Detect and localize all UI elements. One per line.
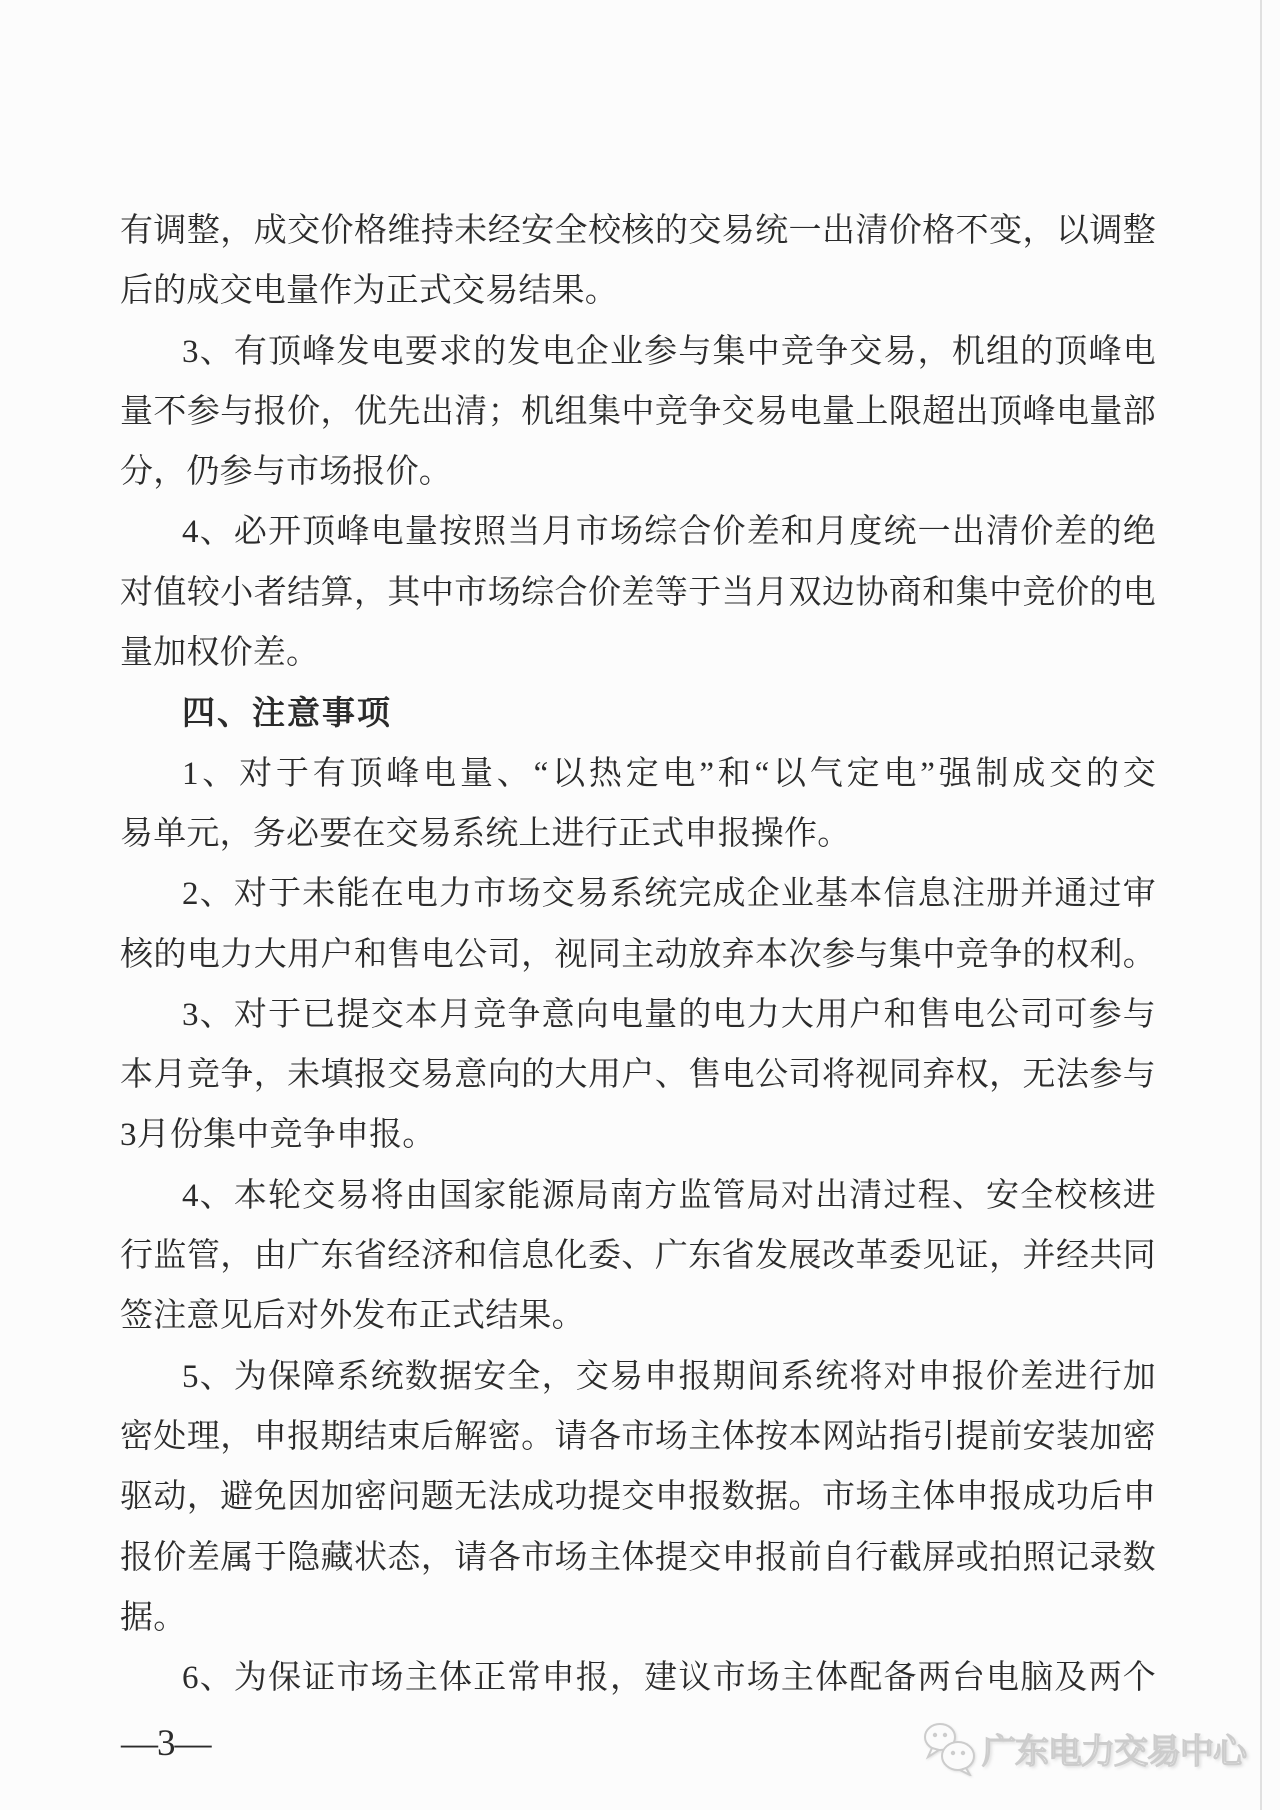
- text-line: 量加权价差。: [120, 635, 320, 672]
- text-line: 有调整，成交价格维持未经安全校核的交易统一出清价格不变，以调整: [120, 213, 1156, 249]
- text-line: 签注意见后对外发布正式结果。: [120, 1298, 585, 1335]
- text-line: 量不参与报价，优先出清；机组集中竞争交易电量上限超出顶峰电量部: [120, 393, 1156, 430]
- text-line: 4、必开顶峰电量按照当月市场综合价差和月度统一出清价差的绝: [182, 514, 1156, 551]
- text-line: 3月份集中竞争申报。: [120, 1117, 436, 1154]
- watermark: [920, 1720, 1246, 1776]
- text-line: 3、对于已提交本月竞争意向电量的电力大用户和售电公司可参与: [182, 996, 1156, 1033]
- text-line: 易单元，务必要在交易系统上进行正式申报操作。: [120, 815, 851, 852]
- text-line: 2、对于未能在电力市场交易系统完成企业基本信息注册并通过审: [182, 876, 1156, 913]
- text-line: 本月竞争，未填报交易意向的大用户、售电公司将视同弃权，无法参与: [120, 1057, 1156, 1094]
- text-line: 报价差属于隐藏状态，请各市场主体提交申报前自行截屏或拍照记录数: [120, 1539, 1156, 1576]
- text-line: 核的电力大用户和售电公司，视同主动放弃本次参与集中竞争的权利。: [120, 936, 1156, 973]
- text-line: 密处理，申报期结束后解密。请各市场主体按本网站指引提前安装加密: [120, 1418, 1156, 1455]
- text-line: 3、有顶峰发电要求的发电企业参与集中竞争交易，机组的顶峰电: [182, 333, 1156, 370]
- text-line: 据。: [120, 1599, 187, 1636]
- text-line: 驱动，避免因加密问题无法成功提交申报数据。市场主体申报成功后申: [120, 1479, 1156, 1516]
- text-line: 5、为保障系统数据安全，交易申报期间系统将对申报价差进行加: [182, 1358, 1156, 1395]
- text-line: 后的成交电量作为正式交易结果。: [120, 273, 618, 310]
- text-line: 6、为保证市场主体正常申报，建议市场主体配备两台电脑及两个: [182, 1660, 1156, 1697]
- wechat-icon: [920, 1720, 978, 1776]
- text-line: 4、本轮交易将由国家能源局南方监管局对出清过程、安全校核进: [182, 1177, 1156, 1214]
- watermark-label: 广东电力交易中心: [982, 1732, 1246, 1771]
- text-line: 行监管，由广东省经济和信息化委、广东省发展改革委见证，并经共同: [120, 1238, 1156, 1275]
- page-number: —3—: [121, 1723, 211, 1764]
- text-line: 分，仍参与市场报价。: [120, 454, 452, 491]
- text-line: 对值较小者结算，其中市场综合价差等于当月双边协商和集中竞价的电: [120, 574, 1156, 611]
- text-line: 1、对于有顶峰电量、“以热定电”和“以气定电”强制成交的交: [182, 755, 1156, 792]
- scan-edge-line: [1260, 0, 1262, 1810]
- document-body: [120, 201, 1156, 1708]
- section-heading: 四、注意事项: [182, 694, 392, 732]
